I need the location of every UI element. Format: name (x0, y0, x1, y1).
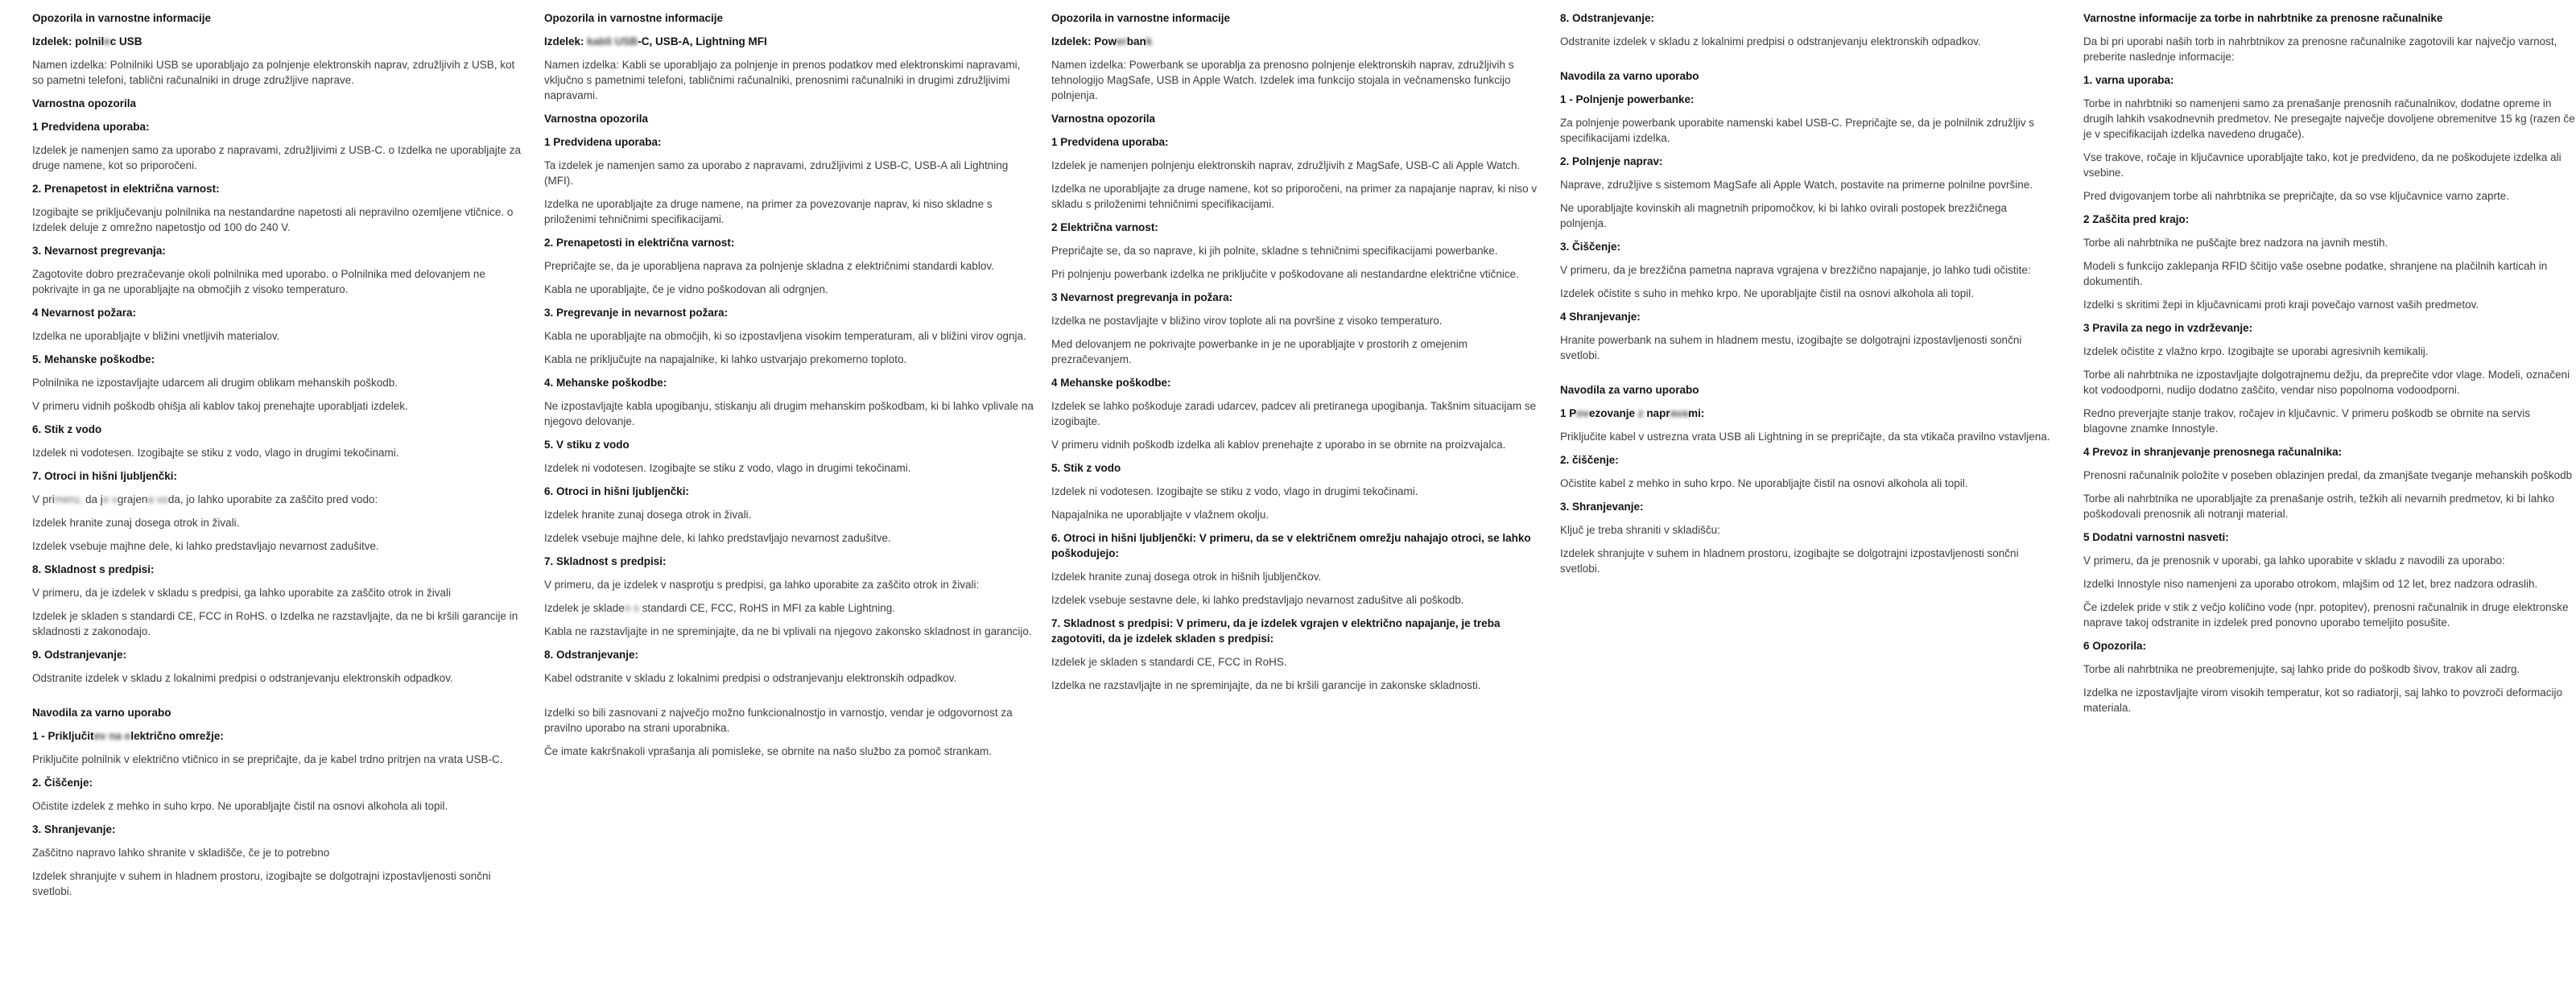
text-run: Izdelek ni vodotesen. Izogibajte se stiku z vodo, vlago in drugimi tekočinami. (544, 462, 911, 474)
text-run: 2 Zaščita pred krajo: (2083, 213, 2190, 225)
section-heading (1051, 134, 1544, 150)
text-run: Prepričajte se, da so naprave, ki jih polnite, skladne s tehničnimi specifikacijami powerbanke. (1051, 245, 1498, 257)
smudged-text: ov (1576, 407, 1590, 419)
text-run: Opozorila in varnostne informacije (544, 12, 724, 24)
text-run: Izdelek očistite s suho in mehko krpo. Ne uporabljajte čistil na osnovi alkohola ali topil. (1560, 287, 1975, 299)
section-heading (544, 554, 1037, 569)
text-run: Prenosni računalnik položite v poseben oblazinjen predal, da zmanjšate tveganje mehanskih poškodb (2083, 469, 2573, 481)
text-run: Torbe ali nahrbtnika ne preobremenjujte, saj lahko pride do poškodb šivov, trakov ali zadrg. (2083, 663, 2520, 675)
text-run: Namen izdelka: Powerbank se uporablja za prenosno polnjenje elektronskih naprav, združljivih s tehnologijo MagSafe, USB in Apple Watch. Izdelek ima funkcijo stojala in večnamensko funkcijo polnjenja. (1051, 59, 1514, 101)
smudged-text: ev na e (93, 730, 131, 742)
text-run: 3. Nevarnost pregrevanja: (32, 245, 166, 257)
text-run: Kabla ne priključujte na napajalnike, ki lahko ustvarjajo prekomerno toploto. (544, 353, 907, 365)
paragraph (544, 460, 1037, 476)
paragraph (1051, 336, 1544, 367)
text-run: 1. varna uporaba: (2083, 74, 2174, 86)
paragraph (1560, 34, 2053, 49)
column-usb-charger (32, 10, 525, 907)
text-run: Kabla ne uporabljajte na območjih, ki so izpostavljena visokim temperaturam, ali v bližini virov ognja. (544, 330, 1026, 342)
text-run: Navodila za varno uporabo (1560, 384, 1699, 396)
section-heading (32, 96, 525, 111)
text-run: V primeru, da je prenosnik v uporabi, ga lahko uporabite v skladu z navodili za uporabo: (2083, 555, 2505, 567)
section-heading (1560, 382, 2053, 398)
section-heading (32, 468, 525, 484)
text-run: 4 Shranjevanje: (1560, 311, 1641, 323)
smudged-text: kabli USB (587, 35, 638, 47)
section-heading (1560, 452, 2053, 468)
text-run: ezovanje (1589, 407, 1638, 419)
text-run: Torbe ali nahrbtnika ne uporabljajte za prenašanje ostrih, težkih ali nevarnih predmetov, ki bi lahko poškodovali prenosnik ali notranji material. (2083, 493, 2555, 520)
paragraph (544, 57, 1037, 103)
text-run: Priključite kabel v ustrezna vrata USB ali Lightning in se prepričajte, da sta vtikača pravilno vstavljena. (1560, 431, 2050, 443)
text-run: Varnostna opozorila (1051, 113, 1156, 125)
text-run: 6. Stik z vodo (32, 423, 102, 435)
paragraph (544, 258, 1037, 274)
text-run: Izdelek je sklade (544, 602, 625, 614)
text-run: V primeru vidnih poškodb ohišja ali kablov takoj prenehajte uporabljati izdelek. (32, 400, 408, 412)
paragraph (32, 204, 525, 235)
text-run: Vse trakove, ročaje in ključavnice uporabljajte tako, kot je predvideno, da ne poškodujete izdelka ali vsebine. (2083, 151, 2562, 179)
paragraph (544, 744, 1037, 759)
section-heading (1051, 616, 1544, 646)
text-run: 1 Predvidena uporaba: (544, 136, 662, 148)
section-heading (32, 119, 525, 134)
paragraph (1051, 243, 1544, 258)
paragraph (2083, 600, 2576, 630)
paragraph (32, 398, 525, 414)
section-heading (1051, 34, 1544, 49)
text-run: Varnostna opozorila (544, 113, 649, 125)
text-run: napr (1643, 407, 1670, 419)
text-run: 2. čiščenje: (1560, 454, 1619, 466)
text-run: 5. Mehanske poškodbe: (32, 353, 155, 365)
text-run: Kabla ne razstavljajte in ne spreminjajte, da ne bi vplivali na njegovo zakonsko skladnost in garancijo. (544, 625, 1032, 637)
doc-title (32, 10, 525, 26)
section-heading (544, 647, 1037, 662)
text-run: -C, USB-A, Lightning MFI (638, 35, 767, 47)
text-run: c USB (109, 35, 142, 47)
text-run: 6 Opozorila: (2083, 640, 2147, 652)
paragraph (1560, 429, 2053, 444)
text-run: 6. Otroci in hišni ljubljenčki: V primeru, da se v električnem omrežju nahajajo otroci, se lahko poškodujejo: (1051, 532, 1531, 559)
text-run: Pri polnjenju powerbank izdelka ne priključite v poškodovane ali nestandardne električne vtičnice. (1051, 268, 1519, 280)
text-run: Ne uporabljajte kovinskih ali magnetnih pripomočkov, ki bi lahko ovirali postopek brezžičnega polnjenja. (1560, 202, 2008, 229)
section-heading (32, 34, 525, 49)
text-run: Priključite polnilnik v električno vtičnico in se prepričajte, da je kabel trdno pritrjen na vrata USB-C. (32, 753, 503, 765)
section-heading (544, 437, 1037, 452)
section-heading (1560, 309, 2053, 324)
paragraph (544, 507, 1037, 522)
text-run: 8. Odstranjevanje: (544, 649, 639, 661)
text-run: Izdelek očistite z vlažno krpo. Izogibajte se uporabi agresivnih kemikalij. (2083, 345, 2429, 357)
text-run: 3 Pravila za nego in vzdrževanje: (2083, 322, 2253, 334)
text-run: Zagotovite dobro prezračevanje okoli polnilnika med uporabo. o Polnilnika med delovanjem ne pokrivajte in ga ne uporabljajte na območjih z visoko temperaturo. (32, 268, 485, 295)
text-run: grajen (117, 493, 148, 505)
section-heading (544, 375, 1037, 390)
section-heading (2083, 530, 2576, 545)
text-run: Izdelek: polnil (32, 35, 105, 47)
paragraph (2083, 297, 2576, 312)
text-run: 5 Dodatni varnostni nasveti: (2083, 531, 2229, 543)
doc-title (1051, 10, 1544, 26)
section-heading (544, 305, 1037, 320)
text-run: Namen izdelka: Polnilniki USB se uporabljajo za polnjenje elektronskih naprav, združljivih z USB, kot so pametni telefoni, tablični računalniki in druge združljive naprave. (32, 59, 515, 86)
text-run: 6. Otroci in hišni ljubljenčki: (544, 485, 690, 497)
text-run: Navodila za varno uporabo (32, 707, 171, 719)
text-run: Zaščitno napravo lahko shranite v skladišče, če je to potrebno (32, 847, 330, 859)
text-run: 1 Predvidena uporaba: (1051, 136, 1169, 148)
text-run: V primeru, da je izdelek v skladu s predpisi, ga lahko uporabite za zaščito otrok in živali (32, 587, 452, 599)
text-run: Če izdelek pride v stik z večjo količino vode (npr. potopitev), prenosni računalnik in druge elektronske naprave takoj odstranite in izdelek pred ponovno uporabo temeljito posušite. (2083, 601, 2569, 629)
text-run: Polnilnika ne izpostavljajte udarcem ali drugim oblikam mehanskih poškodb. (32, 377, 398, 389)
text-run: Napajalnika ne uporabljajte v vlažnem okolju. (1051, 509, 1269, 521)
paragraph (1051, 484, 1544, 499)
text-run: Kabel odstranite v skladu z lokalnimi predpisi o odstranjevanju elektronskih odpadkov. (544, 672, 957, 684)
text-run: da j (82, 493, 103, 505)
text-run: da, jo lahko uporabite za zaščito pred vodo: (167, 493, 378, 505)
text-run: 3. Shranjevanje: (1560, 501, 1644, 513)
text-run: standardi CE, FCC, RoHS in MFI za kable Lightning. (638, 602, 895, 614)
paragraph (32, 328, 525, 344)
paragraph (1051, 398, 1544, 429)
paragraph (544, 398, 1037, 429)
text-run: Izdelek: Pow (1051, 35, 1117, 47)
section-heading (32, 822, 525, 837)
paragraph (544, 600, 1037, 616)
paragraph (544, 624, 1037, 639)
paragraph (1051, 181, 1544, 212)
text-run: Če imate kakršnakoli vprašanja ali pomisleke, se obrnite na našo službo za pomoč strankam. (544, 745, 993, 757)
paragraph (2083, 491, 2576, 522)
text-run: Hranite powerbank na suhem in hladnem mestu, izogibajte se dolgotrajni izpostavljenosti sončni svetlobi. (1560, 334, 2022, 361)
paragraph (1560, 476, 2053, 491)
section-heading (1051, 220, 1544, 235)
text-run: 1 - Polnjenje powerbanke: (1560, 93, 1695, 105)
text-run: Ne izpostavljajte kabla upogibanju, stiskanju ali drugim mehanskim poškodbam, ki bi lahko vplivale na njegovo delovanje. (544, 400, 1034, 427)
paragraph (1560, 262, 2053, 278)
section-heading (1051, 530, 1544, 561)
paragraph (2083, 150, 2576, 180)
paragraph (2083, 34, 2576, 64)
text-run: 1 - Priključit (32, 730, 94, 742)
text-run: Izdelek hranite zunaj dosega otrok in živali. (32, 517, 240, 529)
smudged-text: e v (102, 493, 118, 505)
paragraph (544, 196, 1037, 227)
section-heading (544, 111, 1037, 126)
text-run: 3. Pregrevanje in nevarnost požara: (544, 307, 729, 319)
text-run: Da bi pri uporabi naših torb in nahrbtnikov za prenosne računalnike zagotovili kar največjo varnost, preberite naslednje informacije: (2083, 35, 2557, 63)
section-heading (32, 728, 525, 744)
paragraph (544, 670, 1037, 686)
text-run: Izdelek vsebuje sestavne dele, ki lahko predstavljajo nevarnost zadušitve ali poškodb. (1051, 594, 1464, 606)
text-run: Varnostna opozorila (32, 97, 137, 109)
text-run: 4 Mehanske poškodbe: (1051, 377, 1171, 389)
paragraph (1051, 158, 1544, 173)
text-run: Ključ je treba shraniti v skladišču: (1560, 524, 1720, 536)
text-run: Naprave, združljive s sistemom MagSafe ali Apple Watch, postavite na primerne polnilne površine. (1560, 179, 2033, 191)
smudged-text: z (1637, 407, 1644, 419)
paragraph (2083, 576, 2576, 592)
text-run: 2. Polnjenje naprav: (1560, 155, 1663, 167)
text-run: Torbe ali nahrbtnika ne puščajte brez nadzora na javnih mestih. (2083, 237, 2388, 249)
paragraph (32, 57, 525, 88)
section-heading (32, 243, 525, 258)
text-run: V pri (32, 493, 55, 505)
paragraph (32, 608, 525, 639)
text-run: Izdelki Innostyle niso namenjeni za uporabo otrokom, mlajšim od 12 let, brez nadzora odraslih. (2083, 578, 2538, 590)
text-run: 5. V stiku z vodo (544, 439, 630, 451)
text-run: Izdelek ni vodotesen. Izogibajte se stiku z vodo, vlago in drugimi tekočinami. (32, 447, 399, 459)
section-heading (544, 484, 1037, 499)
section-heading (32, 775, 525, 790)
paragraph (544, 282, 1037, 297)
text-run: Izdelka ne postavljajte v bližino virov toplote ali na površine z visoko temperaturo. (1051, 315, 1443, 327)
text-run: Izdelek je skladen s standardi CE, FCC in RoHS. o Izdelka ne razstavljajte, da ne bi kršili garancije in skladnosti z zakonodajo. (32, 610, 518, 637)
text-run: Torbe ali nahrbtnika ne izpostavljajte dolgotrajnemu dežju, da preprečite vdor vlage. Modeli, označeni kot vodoodporni, nudijo dodatno zaščito, vendar niso popolnoma vodoodporni. (2083, 369, 2570, 396)
section-heading (1560, 239, 2053, 254)
paragraph (544, 705, 1037, 736)
text-run: 1 Predvidena uporaba: (32, 121, 150, 133)
text-run: V primeru, da je izdelek v nasprotju s predpisi, ga lahko uporabite za zaščito otrok in živali: (544, 579, 980, 591)
section-heading (2083, 320, 2576, 336)
section-heading (1560, 499, 2053, 514)
text-run: 2. Prenapetosti in električna varnost: (544, 237, 735, 249)
text-run: lektrično omrežje: (130, 730, 224, 742)
text-run: Izdelek je namenjen polnjenju elektronskih naprav, združljivih z MagSafe, USB-C ali Apple Watch. (1051, 159, 1521, 171)
text-run: Izdelek hranite zunaj dosega otrok in živali. (544, 509, 752, 521)
text-run: Izdelka ne razstavljajte in ne spreminjajte, da ne bi kršili garancije in zakonske skladnosti. (1051, 679, 1481, 691)
text-run: 3 Nevarnost pregrevanja in požara: (1051, 291, 1233, 303)
section-heading (2083, 638, 2576, 653)
paragraph (1560, 286, 2053, 301)
paragraph (1051, 569, 1544, 584)
paragraph (32, 670, 525, 686)
text-run: Opozorila in varnostne informacije (32, 12, 212, 24)
paragraph (1051, 507, 1544, 522)
smudged-text: er (1117, 35, 1127, 47)
paragraph (2083, 685, 2576, 715)
paragraph (1560, 200, 2053, 231)
text-run: ban (1126, 35, 1146, 47)
text-run: V primeru, da je brezžična pametna naprava vgrajena v brezžično napajanje, jo lahko tudi očistite: (1560, 264, 2031, 276)
text-run: Opozorila in varnostne informacije (1051, 12, 1231, 24)
section-heading (544, 134, 1037, 150)
paragraph (32, 538, 525, 554)
text-run: Izdelek je skladen s standardi CE, FCC in RoHS. (1051, 656, 1287, 668)
paragraph (32, 445, 525, 460)
section-heading (1560, 154, 2053, 169)
paragraph (1560, 115, 2053, 146)
text-run: 4 Prevoz in shranjevanje prenosnega računalnika: (2083, 446, 2343, 458)
text-run: 7. Skladnost s predpisi: (544, 555, 667, 567)
text-run: 3. Čiščenje: (1560, 241, 1621, 253)
smudged-text: k (1146, 35, 1153, 47)
text-run: Izdelki s skritimi žepi in ključavnicami proti kraji povečajo varnost vaših predmetov. (2083, 299, 2479, 311)
paragraph (1560, 332, 2053, 363)
text-run: Izdelka ne uporabljajte za druge namene, kot so priporočeni, na primer za napajanje naprav, ki niso v skladu s priloženimi tehničnimi specifikacijami. (1051, 183, 1538, 210)
text-run: V primeru vidnih poškodb izdelka ali kablov prenehajte z uporabo in se obrnite na proizvajalca. (1051, 439, 1506, 451)
text-run: Ta izdelek je namenjen samo za uporabo z napravami, združljivimi z USB-C, USB-A ali Lightning (MFI). (544, 159, 1009, 187)
text-run: Izdelek shranjujte v suhem in hladnem prostoru, izogibajte se dolgotrajni izpostavljenosti sončni svetlobi. (1560, 547, 2019, 575)
text-run: Torbe in nahrbtniki so namenjeni samo za prenašanje prenosnih računalnikov, dodatne opreme in drugih lahkih vsakodnevnih predmetov. Ne presegajte največje dovoljene obremenitve 15 kg (razen če je v specifikacijah izdelka navedeno drugače). (2083, 97, 2575, 140)
section-heading (32, 422, 525, 437)
text-run: Med delovanjem ne pokrivajte powerbanke in je ne uporabljajte v prostorih z omejenim prezračevanjem. (1051, 338, 1468, 365)
text-run: Izogibajte se priključevanju polnilnika na nestandardne napetosti ali nepravilno ozemljene vtičnice. o Izdelek deluje z omrežno napetostjo od 100 do 240 V. (32, 206, 514, 233)
paragraph (32, 752, 525, 767)
text-run: Očistite izdelek z mehko in suho krpo. Ne uporabljajte čistil na osnovi alkohola ali topil. (32, 800, 448, 812)
text-run: Očistite kabel z mehko in suho krpo. Ne uporabljajte čistil na osnovi alkohola ali topil. (1560, 477, 1968, 489)
section-heading (1560, 92, 2053, 107)
column-powerbank (1051, 10, 1544, 701)
paragraph (1051, 266, 1544, 282)
section-heading (1051, 111, 1544, 126)
text-run: Izdelek se lahko poškoduje zaradi udarcev, padcev ali pretiranega upogibanja. Takšnim situacijam se izogibajte. (1051, 400, 1537, 427)
section-heading (32, 305, 525, 320)
text-run: Izdelki so bili zasnovani z največjo možno funkcionalnostjo in varnostjo, vendar je odgovornost za pravilno uporabo na strani uporabnika. (544, 707, 1013, 734)
column-usb-cables (544, 10, 1037, 767)
paragraph (1051, 654, 1544, 670)
text-run: 1 P (1560, 407, 1577, 419)
paragraph (1051, 57, 1544, 103)
text-run: 2 Električna varnost: (1051, 221, 1158, 233)
paragraph (2083, 188, 2576, 204)
text-run: Varnostne informacije za torbe in nahrbtnike za prenosne računalnike (2083, 12, 2443, 24)
text-run: Kabla ne uporabljajte, če je vidno poškodovan ali odrgnjen. (544, 283, 828, 295)
section-heading (544, 235, 1037, 250)
text-run: Izdelka ne uporabljajte v bližini vnetljivih materialov. (32, 330, 280, 342)
section-heading (544, 34, 1037, 49)
section-heading (32, 705, 525, 720)
text-run: Prepričajte se, da je uporabljena naprava za polnjenje skladna z električnimi standardi kablov. (544, 260, 994, 272)
section-heading (1560, 68, 2053, 84)
paragraph (1051, 313, 1544, 328)
paragraph (544, 158, 1037, 188)
paragraph (32, 868, 525, 899)
paragraph (32, 142, 525, 173)
section-heading (2083, 444, 2576, 460)
paragraph (544, 352, 1037, 367)
section-heading (32, 647, 525, 662)
paragraph (2083, 258, 2576, 289)
text-run: Odstranite izdelek v skladu z lokalnimi predpisi o odstranjevanju elektronskih odpadkov. (1560, 35, 1981, 47)
paragraph (32, 515, 525, 530)
text-run: Izdelek vsebuje majhne dele, ki lahko predstavljajo nevarnost zadušitve. (32, 540, 379, 552)
doc-title (544, 10, 1037, 26)
text-run: 2. Prenapetost in električna varnost: (32, 183, 220, 195)
text-run: Izdelek shranjujte v suhem in hladnem prostoru, izogibajte se dolgotrajni izpostavljenosti sončni svetlobi. (32, 870, 491, 897)
text-run: mi: (1688, 407, 1705, 419)
smudged-text: e (104, 35, 110, 47)
text-run: 7. Otroci in hišni ljubljenčki: (32, 470, 178, 482)
paragraph (544, 577, 1037, 592)
paragraph (2083, 468, 2576, 483)
text-run: 8. Odstranjevanje: (1560, 12, 1655, 24)
text-run: Redno preverjajte stanje trakov, ročajev in ključavnic. V primeru poškodb se obrnite na servis blagovne znamke Innostyle. (2083, 407, 2531, 435)
text-run: Za polnjenje powerbank uporabite namenski kabel USB-C. Prepričajte se, da je polnilnik združljiv s specifikacijami izdelka. (1560, 117, 2035, 144)
section-heading (1560, 406, 2053, 421)
paragraph (32, 585, 525, 600)
smudged-text: a vo (147, 493, 168, 505)
smudged-text: ava (1670, 407, 1689, 419)
text-run: 9. Odstranjevanje: (32, 649, 127, 661)
section-heading (1051, 290, 1544, 305)
section-heading (2083, 212, 2576, 227)
text-run: 4 Nevarnost požara: (32, 307, 137, 319)
column-powerbank-usage (1560, 10, 2053, 584)
paragraph (2083, 344, 2576, 359)
paragraph (544, 328, 1037, 344)
text-run: 7. Skladnost s predpisi: V primeru, da je izdelek vgrajen v električno napajanje, je treba zagotoviti, da je izdelek skladen s predpisi: (1051, 617, 1501, 645)
section-heading (1560, 10, 2053, 26)
smudged-text: n s (624, 602, 639, 614)
paragraph (2083, 367, 2576, 398)
section-heading (32, 562, 525, 577)
paragraph (1051, 437, 1544, 452)
text-run: Namen izdelka: Kabli se uporabljajo za polnjenje in prenos podatkov med elektronskimi napravami, vključno s pametnimi telefoni, tabličnimi računalniki, prenosnimi računalniki in drugimi združljivimi napravami. (544, 59, 1021, 101)
text-run: 8. Skladnost s predpisi: (32, 563, 155, 575)
paragraph (1051, 678, 1544, 693)
text-run: Pred dvigovanjem torbe ali nahrbtnika se prepričajte, da so vse ključavnice varno zaprte. (2083, 190, 2510, 202)
paragraph (2083, 96, 2576, 142)
text-run: 5. Stik z vodo (1051, 462, 1121, 474)
paragraph (32, 492, 525, 507)
paragraph (544, 530, 1037, 546)
text-run: Izdelek vsebuje majhne dele, ki lahko predstavljajo nevarnost zadušitve. (544, 532, 891, 544)
paragraph (2083, 553, 2576, 568)
paragraph (1051, 592, 1544, 608)
text-run: Modeli s funkcijo zaklepanja RFID ščitijo vaše osebne podatke, shranjene na plačilnih karticah in dokumentih. (2083, 260, 2548, 287)
text-run: Odstranite izdelek v skladu z lokalnimi predpisi o odstranjevanju elektronskih odpadkov. (32, 672, 453, 684)
text-run: Izdelka ne izpostavljajte virom visokih temperatur, kot so radiatorji, saj lahko to povzroči deformacijo materiala. (2083, 686, 2563, 714)
section-heading (32, 181, 525, 196)
section-heading (1051, 375, 1544, 390)
paragraph (32, 798, 525, 814)
text-run: 3. Shranjevanje: (32, 823, 116, 835)
paragraph (2083, 406, 2576, 436)
paragraph (32, 375, 525, 390)
paragraph (1560, 522, 2053, 538)
paragraph (32, 266, 525, 297)
paragraph (1560, 546, 2053, 576)
text-run: Navodila za varno uporabo (1560, 70, 1699, 82)
column-laptop-bags (2083, 10, 2576, 724)
section-heading (1051, 460, 1544, 476)
section-heading (32, 352, 525, 367)
text-run: Izdelek: (544, 35, 588, 47)
text-run: Izdelek hranite zunaj dosega otrok in hišnih ljubljenčkov. (1051, 571, 1322, 583)
smudged-text: meru, (54, 493, 83, 505)
paragraph (32, 845, 525, 860)
text-run: Izdelek ni vodotesen. Izogibajte se stiku z vodo, vlago in drugimi tekočinami. (1051, 485, 1418, 497)
section-heading (2083, 72, 2576, 88)
paragraph (1560, 177, 2053, 192)
paragraph (2083, 235, 2576, 250)
text-run: Izdelek je namenjen samo za uporabo z napravami, združljivimi z USB-C. o Izdelka ne uporabljajte za druge namene, kot so priporočeni. (32, 144, 522, 171)
text-run: 2. Čiščenje: (32, 777, 93, 789)
paragraph (2083, 662, 2576, 677)
text-run: Izdelka ne uporabljajte za druge namene, na primer za povezovanje naprav, ki niso skladne s priloženimi tehničnimi specifikacijami. (544, 198, 993, 225)
doc-title (2083, 10, 2576, 26)
text-run: 4. Mehanske poškodbe: (544, 377, 667, 389)
